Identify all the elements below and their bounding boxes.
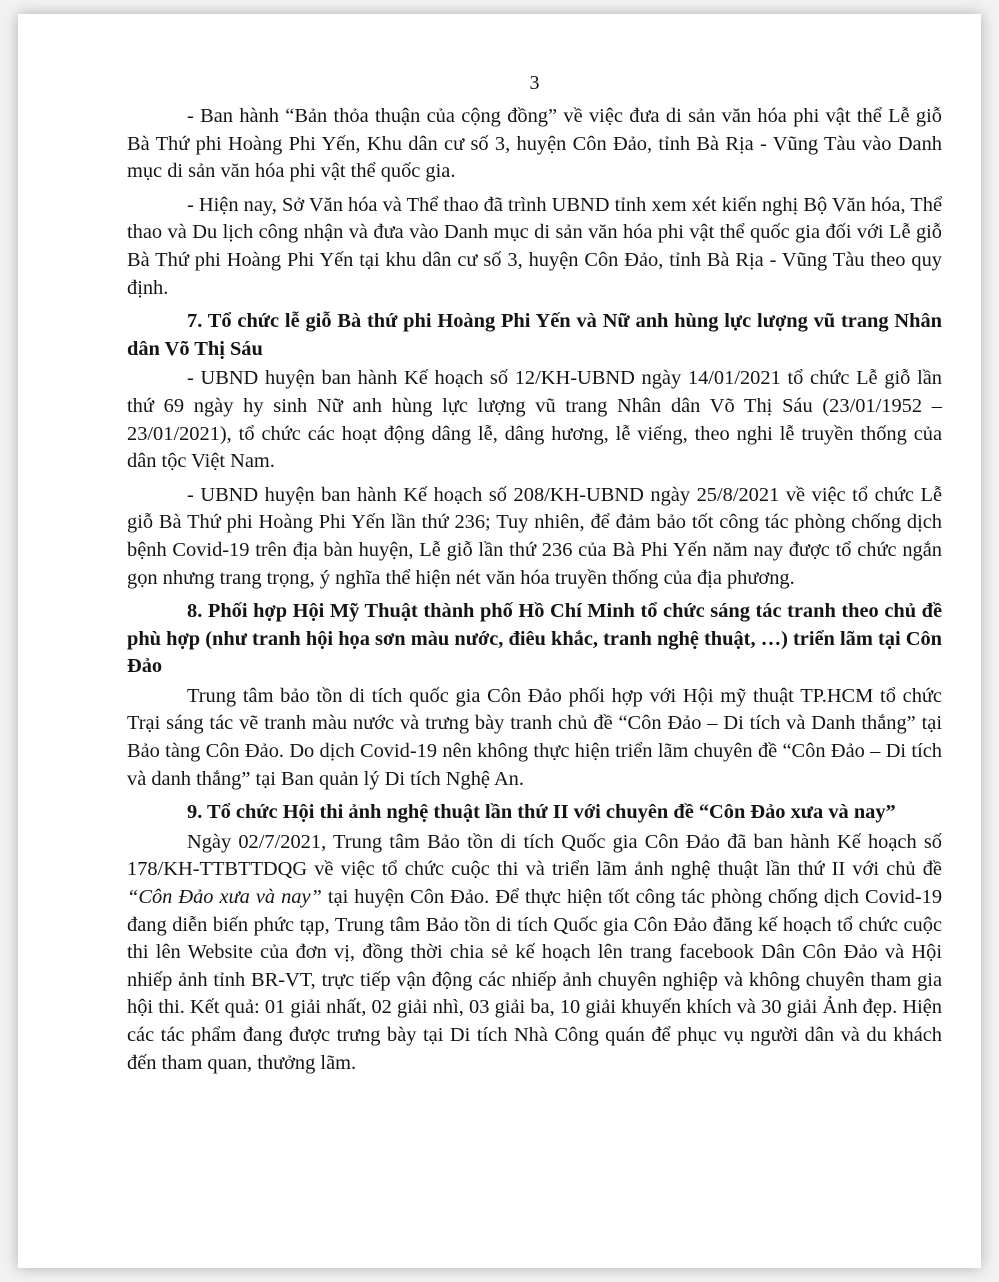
section-heading-7: 7. Tổ chức lễ giỗ Bà thứ phi Hoàng Phi Yến và Nữ anh hùng lực lượng vũ trang Nhân dân Võ Thị Sáu bbox=[127, 310, 942, 360]
page-number: 3 bbox=[529, 72, 540, 94]
photo-contest-text-part2: tại huyện Côn Đảo. Để thực hiện tốt công tác phòng chống dịch Covid-19 đang diễn biến phức tạp, Trung tâm Bảo tồn di tích Quốc gia Côn Đảo đăng kế hoạch tổ chức cuộc thi lên Website của đơn vị, đồng thời chia sẻ kế hoạch lên trang facebook Dân Côn Đảo và Hội nhiếp ảnh tỉnh BR-VT, trực tiếp vận động các nhiếp ảnh chuyên nghiệp và không chuyên tham gia hội thi. Kết quả: 01 giải nhất, 02 giải nhì, 03 giải ba, 10 giải khuyến khích và 30 giải Ảnh đẹp. Hiện các tác phẩm đang được trưng bày tại Di tích Nhà Công quán để phục vụ người dân và du khách đến tham quan, thưởng lãm. bbox=[127, 886, 943, 1074]
paragraph-plan-12: - UBND huyện ban hành Kế hoạch số 12/KH-UBND ngày 14/01/2021 tổ chức Lễ giỗ lần thứ 69 ngày hy sinh Nữ anh hùng lực lượng vũ trang Nhân dân Võ Thị Sáu (23/01/1952 – 23/01/2021), tổ chức các hoạt động dâng lễ, dâng hương, lễ viếng, theo nghi lễ truyền thống của dân tộc Việt Nam. bbox=[127, 367, 942, 473]
document-page bbox=[18, 14, 981, 1268]
paragraph-community-agreement: - Ban hành “Bản thỏa thuận của cộng đồng” về việc đưa di sản văn hóa phi vật thể Lễ giỗ Bà Thứ phi Hoàng Phi Yến, Khu dân cư số 3, huyện Côn Đảo, tỉnh Bà Rịa - Vũng Tàu vào Danh mục di sản văn hóa phi vật thể quốc gia. bbox=[127, 105, 942, 183]
paragraph-plan-208: - UBND huyện ban hành Kế hoạch số 208/KH-UBND ngày 25/8/2021 về việc tổ chức Lễ giỗ Bà Thứ phi Hoàng Phi Yến lần thứ 236; Tuy nhiên, để đảm bảo tốt công tác phòng chống dịch bệnh Covid-19 trên địa bàn huyện, Lễ giỗ lần thứ 236 của Bà Phi Yến năm nay được tổ chức ngắn gọn nhưng trang trọng, ý nghĩa thể hiện nét văn hóa truyền thống của địa phương. bbox=[127, 483, 942, 589]
contest-theme-emphasis: “Côn Đảo xưa và nay” bbox=[127, 886, 322, 909]
section-heading-9: 9. Tổ chức Hội thi ảnh nghệ thuật lần thứ II với chuyên đề “Côn Đảo xưa và nay” bbox=[187, 801, 896, 824]
photo-contest-text-part1: Ngày 02/7/2021, Trung tâm Bảo tồn di tích Quốc gia Côn Đảo đã ban hành Kế hoạch số 178/KH-TTBTTDQG về việc tổ chức cuộc thi và triển lãm ảnh nghệ thuật lần thứ II với chủ đề bbox=[127, 830, 942, 881]
paragraph-provincial-submission: - Hiện nay, Sở Văn hóa và Thể thao đã trình UBND tỉnh xem xét kiến nghị Bộ Văn hóa, Thể thao và Du lịch công nhận và đưa vào Danh mục di sản văn hóa phi vật thể quốc gia đối với Lễ giỗ Bà Thứ phi Hoàng Phi Yến tại khu dân cư số 3, huyện Côn Đảo, tỉnh Bà Rịa - Vũng Tàu theo quy định. bbox=[127, 193, 942, 299]
paragraph-photo-contest bbox=[127, 829, 942, 1077]
paragraph-art-camp: Trung tâm bảo tồn di tích quốc gia Côn Đảo phối hợp với Hội mỹ thuật TP.HCM tổ chức Trại sáng tác vẽ tranh màu nước và trưng bày tranh chủ đề “Côn Đảo – Di tích và Danh thắng” tại Bảo tàng Côn Đảo. Do dịch Covid-19 nên không thực hiện triển lãm chuyên đề “Côn Đảo – Di tích và danh thắng” tại Ban quản lý Di tích Nghệ An. bbox=[127, 684, 942, 790]
text-flow bbox=[127, 103, 942, 1083]
section-heading-8: 8. Phối hợp Hội Mỹ Thuật thành phố Hồ Chí Minh tổ chức sáng tác tranh theo chủ đề phù hợp (như tranh hội họa sơn màu nước, điêu khắc, tranh nghệ thuật, …) triển lãm tại Côn Đảo bbox=[127, 600, 942, 678]
